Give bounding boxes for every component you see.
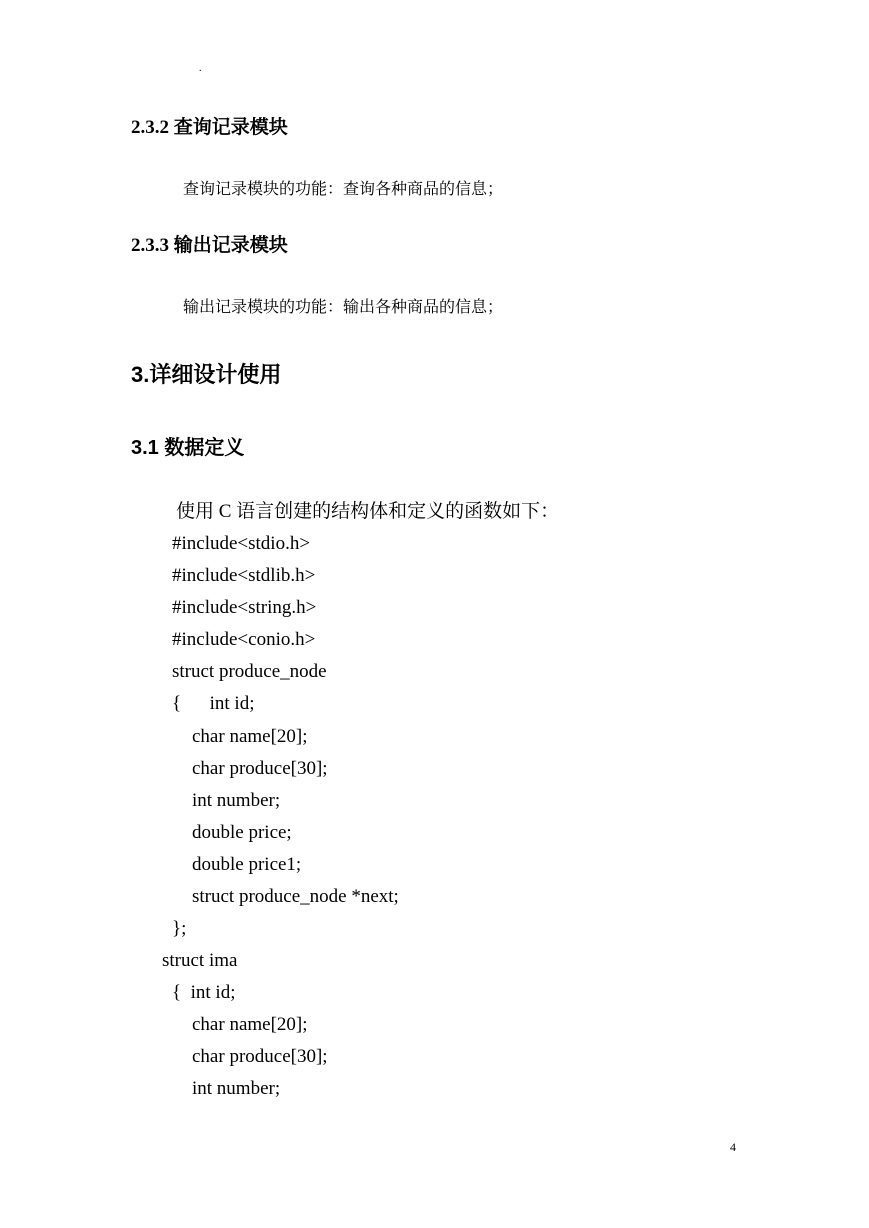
section-text-2-3-2: 查询记录模块的功能：查询各种商品的信息； <box>183 181 504 198</box>
code-line: char produce[30]; <box>192 1046 328 1067</box>
section-intro-3-1: 使用 C 语言创建的结构体和定义的函数如下： <box>176 501 560 522</box>
code-line: struct produce_node <box>172 661 327 682</box>
page-number: 4 <box>730 1140 736 1154</box>
code-line: #include<conio.h> <box>172 629 316 650</box>
code-line: #include<stdlib.h> <box>172 565 316 586</box>
code-line: double price1; <box>192 854 302 875</box>
code-line: int number; <box>192 790 281 811</box>
header-mark: . <box>199 63 202 74</box>
code-line: }; <box>172 918 187 939</box>
code-line: { int id; <box>172 982 236 1003</box>
chapter-heading-3: 3.详细设计使用 <box>131 362 282 387</box>
section-heading-2-3-2: 2.3.2 查询记录模块 <box>131 117 288 138</box>
code-line: #include<string.h> <box>172 597 317 618</box>
code-line: char name[20]; <box>192 1014 308 1035</box>
code-line: double price; <box>192 822 292 843</box>
section-text-2-3-3: 输出记录模块的功能：输出各种商品的信息； <box>183 299 504 316</box>
code-line: struct produce_node *next; <box>192 886 399 907</box>
section-heading-2-3-3: 2.3.3 输出记录模块 <box>131 235 288 256</box>
code-line: #include<stdio.h> <box>172 533 311 554</box>
code-line: char produce[30]; <box>192 758 328 779</box>
section-heading-3-1: 3.1 数据定义 <box>131 437 245 459</box>
code-line: int number; <box>192 1078 281 1099</box>
code-line: { int id; <box>172 693 255 714</box>
code-line: char name[20]; <box>192 726 308 747</box>
code-line: struct ima <box>162 950 238 971</box>
